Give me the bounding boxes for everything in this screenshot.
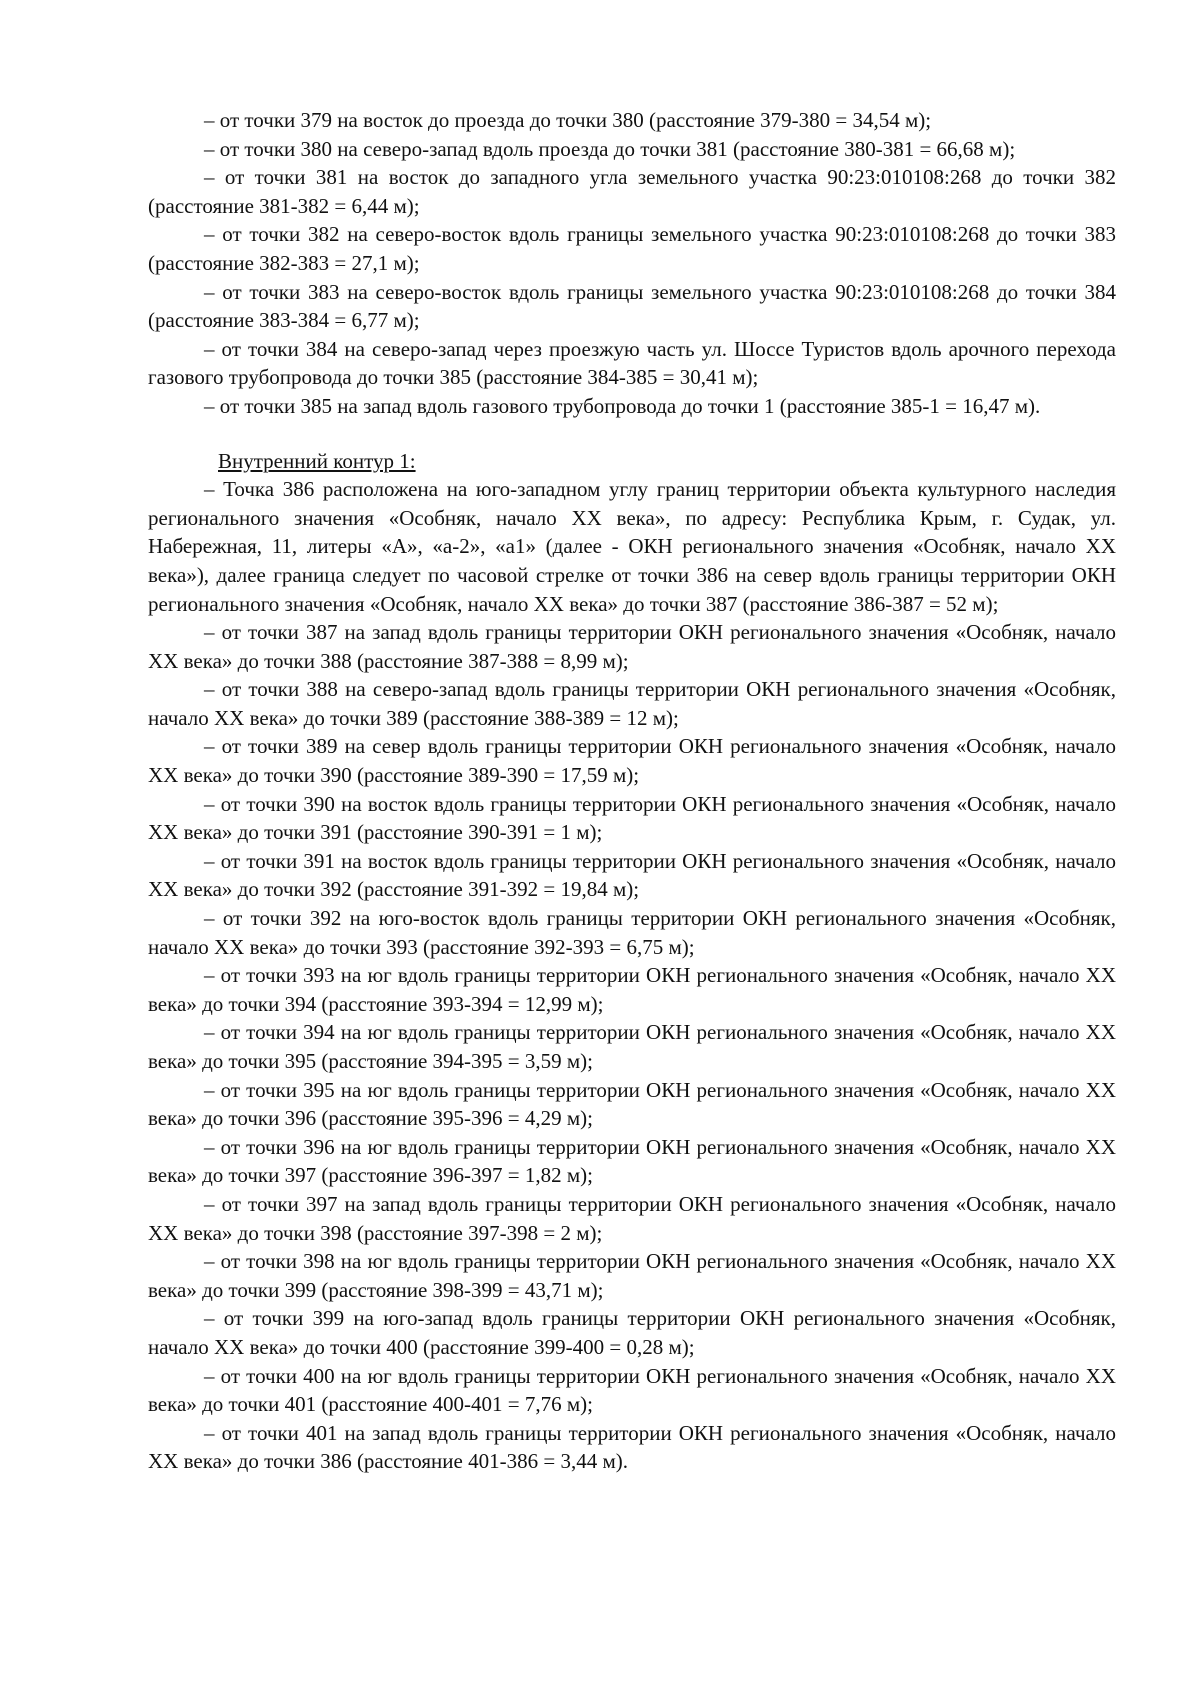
boundary-segment: – от точки 387 на запад вдоль границы территории ОКН регионального значения «Особняк, начало XX века» до точки 388 (расстояние 387-388 = 8,99 м); (148, 620, 1116, 673)
boundary-segment: – от точки 399 на юго-запад вдоль границы территории ОКН регионального значения «Особняк, начало XX века» до точки 400 (расстояние 399-400 = 0,28 м); (148, 1306, 1116, 1359)
boundary-segment: – от точки 380 на северо-запад вдоль проезда до точки 381 (расстояние 380-381 = 66,68 м); (204, 136, 1016, 161)
boundary-segment: – от точки 395 на юг вдоль границы территории ОКН регионального значения «Особняк, начало XX века» до точки 396 (расстояние 395-396 = 4,29 м); (148, 1077, 1116, 1131)
boundary-segment: – от точки 397 на запад вдоль границы территории ОКН регионального значения «Особняк, начало XX века» до точки 398 (расстояние 397-398 = 2 м); (148, 1191, 1116, 1245)
boundary-segment: – от точки 398 на юг вдоль границы территории ОКН регионального значения «Особняк, начало XX века» до точки 399 (расстояние 398-399 = 43,71 м); (148, 1249, 1116, 1302)
boundary-segment: – от точки 381 на восток до западного угла земельного участка 90:23:010108:268 до точки 382 (расстояние 381-382 = 6,44 м); (148, 165, 1116, 218)
inner-contour-section (148, 475, 1116, 1476)
boundary-segment: – от точки 401 на запад вдоль границы территории ОКН регионального значения «Особняк, начало XX века» до точки 386 (расстояние 401-386 = 3,44 м). (148, 1420, 1116, 1474)
boundary-segment: – от точки 389 на север вдоль границы территории ОКН регионального значения «Особняк, начало XX века» до точки 390 (расстояние 389-390 = 17,59 м); (148, 734, 1116, 788)
boundary-segment: – от точки 394 на юг вдоль границы территории ОКН регионального значения «Особняк, начало XX века» до точки 395 (расстояние 394-395 = 3,59 м); (148, 1020, 1116, 1073)
outer-contour-section (148, 106, 1116, 421)
boundary-segment: – от точки 391 на восток вдоль границы территории ОКН регионального значения «Особняк, начало XX века» до точки 392 (расстояние 391-392 = 19,84 м); (148, 848, 1116, 902)
document-page (148, 106, 1116, 1476)
boundary-segment: – от точки 383 на северо-восток вдоль границы земельного участка 90:23:010108:268 до точки 384 (расстояние 383-384 = 6,77 м); (148, 279, 1116, 333)
boundary-segment: – от точки 392 на юго-восток вдоль границы территории ОКН регионального значения «Особняк, начало XX века» до точки 393 (расстояние 392-393 = 6,75 м); (148, 906, 1116, 959)
boundary-segment: – от точки 400 на юг вдоль границы территории ОКН регионального значения «Особняк, начало XX века» до точки 401 (расстояние 400-401 = 7,76 м); (148, 1363, 1116, 1417)
boundary-segment: – от точки 388 на северо-запад вдоль границы территории ОКН регионального значения «Особняк, начало XX века» до точки 389 (расстояние 388-389 = 12 м); (148, 677, 1116, 730)
boundary-segment: – от точки 385 на запад вдоль газового трубопровода до точки 1 (расстояние 385-1 = 16,47 м). (204, 393, 1041, 418)
inner-contour-heading: Внутренний контур 1: (218, 448, 416, 473)
boundary-segment: – от точки 396 на юг вдоль границы территории ОКН регионального значения «Особняк, начало XX века» до точки 397 (расстояние 396-397 = 1,82 м); (148, 1134, 1116, 1188)
boundary-segment: – от точки 379 на восток до проезда до точки 380 (расстояние 379-380 = 34,54 м); (204, 108, 932, 132)
boundary-segment: – Точка 386 расположена на юго-западном углу границ территории объекта культурного наследия регионального значения «Особняк, начало XX века», по адресу: Республика Крым, г. Судак, ул. Набережная, 11, литеры «А», «а-2», «а1» (далее - ОКН регионального значения «Особняк, начало XX века»), далее граница следует по часовой стрелке от точки 386 на север вдоль границы территории ОКН регионального значения «Особняк, начало XX века» до точки 387 (расстояние 386-387 = 52 м); (148, 477, 1116, 616)
boundary-segment: – от точки 390 на восток вдоль границы территории ОКН регионального значения «Особняк, начало XX века» до точки 391 (расстояние 390-391 = 1 м); (148, 791, 1116, 845)
boundary-segment: – от точки 384 на северо-запад через проезжую часть ул. Шоссе Туристов вдоль арочного перехода газового трубопровода до точки 385 (расстояние 384-385 = 30,41 м); (148, 336, 1116, 390)
boundary-segment: – от точки 393 на юг вдоль границы территории ОКН регионального значения «Особняк, начало XX века» до точки 394 (расстояние 393-394 = 12,99 м); (148, 963, 1116, 1016)
boundary-segment: – от точки 382 на северо-восток вдоль границы земельного участка 90:23:010108:268 до точки 383 (расстояние 382-383 = 27,1 м); (148, 222, 1116, 275)
